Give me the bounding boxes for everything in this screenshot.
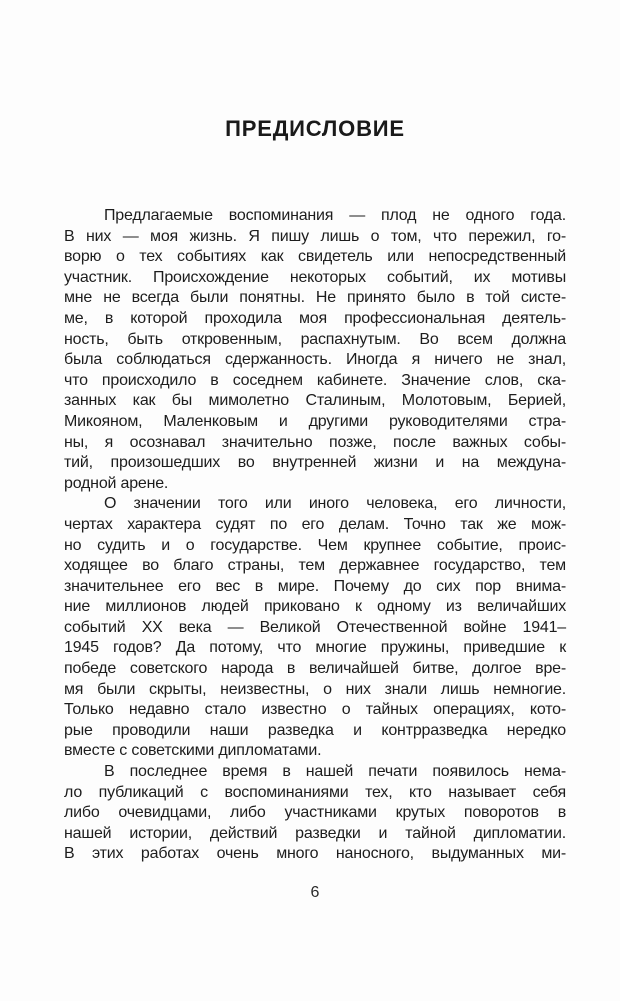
text-line: занных как бы мимолетно Сталиным, Молотовым, Берией, <box>64 392 566 410</box>
text-line: что происходило в соседнем кабинете. Значение слов, ска- <box>64 371 566 389</box>
text-line: мя были скрыты, неизвестны, о них знали лишь немногие. <box>64 680 566 698</box>
text-line: участник. Происхождение некоторых событий, их мотивы <box>64 268 566 286</box>
text-line: В этих работах очень много наносного, выдуманных ми- <box>64 845 566 863</box>
text-line: рые проводили наши разведка и контрразведка нередко <box>64 721 566 739</box>
text-line: В последнее время в нашей печати появилось нема- <box>104 763 566 781</box>
text-line: ность, быть откровенным, распахнутым. Во всем должна <box>64 330 566 348</box>
text-line: Только недавно стало известно о тайных операциях, кото- <box>64 701 566 719</box>
page-number: 6 <box>310 884 320 901</box>
text-line: событий XX века — Великой Отечественной войне 1941– <box>64 618 566 636</box>
text-line: тий, произошедших во внутренней жизни и на междуна- <box>64 454 566 472</box>
text-line: ны, я осознавал значительно позже, после важных собы- <box>64 433 566 451</box>
text-line: вместе с советскими дипломатами. <box>64 742 322 760</box>
text-line: значительнее его вес в мире. Почему до сих пор внима- <box>64 577 566 595</box>
text-line: ворю о тех событиях как свидетель или непосредственный <box>64 248 566 266</box>
text-line: либо очевидцами, либо участниками крутых поворотов в <box>64 804 566 822</box>
text-line: нашей истории, действий разведки и тайной дипломатии. <box>64 824 566 842</box>
text-line: Микояном, Маленковым и другими руководителями стра- <box>64 412 566 430</box>
text-line: победе советского народа в величайшей битве, долгое вре- <box>64 660 566 678</box>
text-line: ме, в которой проходила моя профессиональная деятель- <box>64 309 566 327</box>
text-line: чертах характера судят по его делам. Точно так же мож- <box>64 515 566 533</box>
text-line: родной арене. <box>64 474 169 492</box>
text-line: ходящее во благо страны, тем державнее государство, тем <box>64 557 566 575</box>
chapter-title: ПРЕДИСЛОВИЕ <box>225 116 405 141</box>
text-line: ло публикаций с воспоминаниями тех, кто называет себя <box>64 783 566 801</box>
text-line: была соблюдаться сдержанность. Иногда я ничего не знал, <box>64 351 566 369</box>
text-line: В них — моя жизнь. Я пишу лишь о том, что пережил, го- <box>64 227 566 245</box>
text-block <box>64 206 566 865</box>
text-line: мне не всегда были понятны. Не принято было в той систе- <box>64 289 566 307</box>
text-line: Предлагаемые воспоминания — плод не одного года. <box>104 207 566 224</box>
text-line: но судить и о государстве. Чем крупнее событие, проис- <box>64 536 566 554</box>
text-line: ние миллионов людей приковано к одному из величайших <box>64 598 566 616</box>
text-line: О значении того или иного человека, его личности, <box>104 495 566 513</box>
text-line: 1945 годов? Да потому, что многие пружины, приведшие к <box>64 639 566 657</box>
